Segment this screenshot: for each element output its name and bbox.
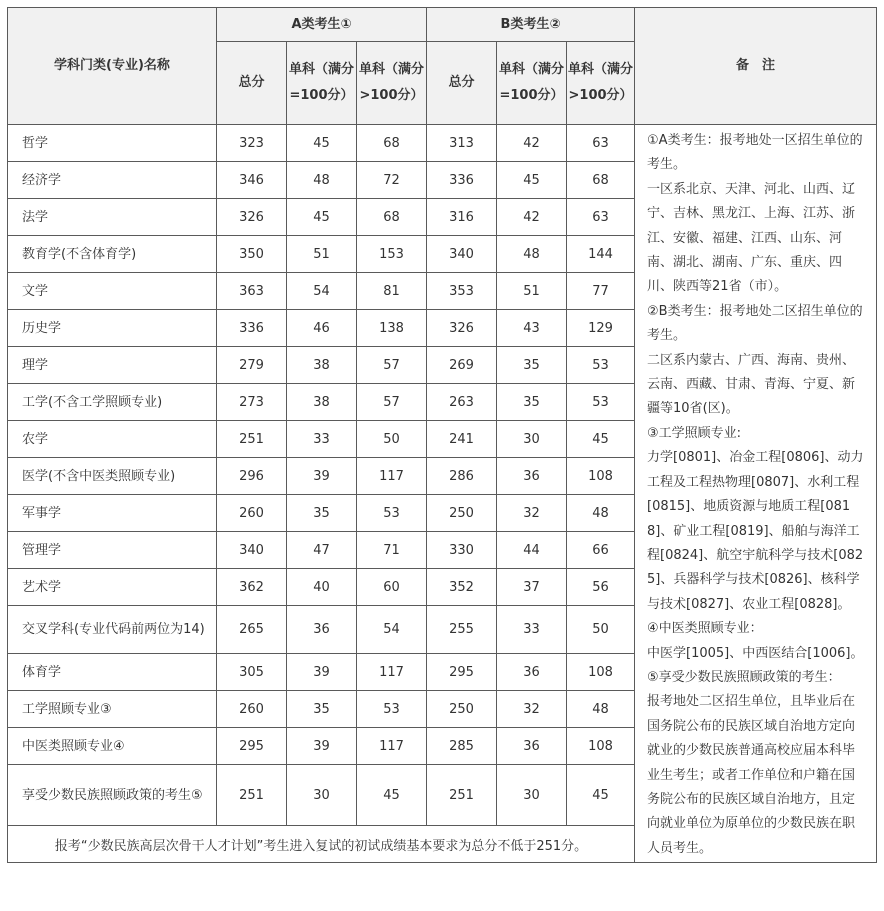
score-cell-b-s1: 48 bbox=[497, 236, 567, 273]
score-cell-b-total: 286 bbox=[427, 458, 497, 495]
score-cell-a-total: 362 bbox=[217, 569, 287, 606]
header-group-a: A类考生① bbox=[217, 8, 427, 42]
score-cell-b-total: 269 bbox=[427, 347, 497, 384]
score-cell-b-s2: 66 bbox=[567, 532, 635, 569]
score-cell-a-total: 295 bbox=[217, 728, 287, 765]
header-b-total: 总分 bbox=[427, 42, 497, 125]
subject-name-cell: 体育学 bbox=[8, 654, 217, 691]
header-a-total: 总分 bbox=[217, 42, 287, 125]
score-cell-a-total: 326 bbox=[217, 199, 287, 236]
score-cell-a-s2: 117 bbox=[357, 728, 427, 765]
score-cell-a-s1: 39 bbox=[287, 458, 357, 495]
score-cell-a-s1: 45 bbox=[287, 199, 357, 236]
score-cell-b-total: 313 bbox=[427, 125, 497, 162]
score-cell-a-s2: 153 bbox=[357, 236, 427, 273]
note-paragraph: 中医学[1005]、中西医结合[1006]。 bbox=[647, 645, 864, 661]
subject-name-cell: 医学(不含中医类照顾专业) bbox=[8, 458, 217, 495]
score-cell-a-total: 251 bbox=[217, 421, 287, 458]
score-cell-a-s2: 72 bbox=[357, 162, 427, 199]
score-cell-a-s2: 117 bbox=[357, 458, 427, 495]
score-cell-a-s2: 57 bbox=[357, 347, 427, 384]
score-cell-a-s2: 50 bbox=[357, 421, 427, 458]
score-cell-b-s2: 63 bbox=[567, 125, 635, 162]
score-cell-a-s2: 138 bbox=[357, 310, 427, 347]
score-cell-a-s2: 68 bbox=[357, 199, 427, 236]
score-cell-b-total: 336 bbox=[427, 162, 497, 199]
score-cell-b-total: 250 bbox=[427, 691, 497, 728]
note-paragraph: ①A类考生：报考地处一区招生单位的考生。 bbox=[647, 133, 863, 173]
score-cell-b-s2: 63 bbox=[567, 199, 635, 236]
score-cell-b-s2: 45 bbox=[567, 765, 635, 826]
subject-name-cell: 理学 bbox=[8, 347, 217, 384]
score-cell-b-s2: 108 bbox=[567, 654, 635, 691]
subject-name-cell: 工学照顾专业③ bbox=[8, 691, 217, 728]
score-cell-a-total: 323 bbox=[217, 125, 287, 162]
score-cell-a-s1: 33 bbox=[287, 421, 357, 458]
score-cell-b-s1: 35 bbox=[497, 347, 567, 384]
score-cell-b-total: 352 bbox=[427, 569, 497, 606]
note-paragraph: ⑤享受少数民族照顾政策的考生： bbox=[647, 669, 841, 685]
footer-note: 报考“少数民族高层次骨干人才计划”考生进入复试的初试成绩基本要求为总分不低于251分。 bbox=[8, 826, 635, 863]
note-paragraph: ④中医类照顾专业： bbox=[647, 621, 763, 637]
score-cell-b-s1: 42 bbox=[497, 199, 567, 236]
note-paragraph: ③工学照顾专业: bbox=[647, 425, 742, 441]
score-cell-a-s1: 47 bbox=[287, 532, 357, 569]
score-cell-b-s1: 30 bbox=[497, 421, 567, 458]
score-cell-a-s1: 40 bbox=[287, 569, 357, 606]
score-cell-b-total: 353 bbox=[427, 273, 497, 310]
header-subject-name: 学科门类(专业)名称 bbox=[8, 8, 217, 125]
score-cell-a-s1: 36 bbox=[287, 606, 357, 654]
score-cell-b-s2: 53 bbox=[567, 384, 635, 421]
score-cell-b-total: 241 bbox=[427, 421, 497, 458]
subject-name-cell: 经济学 bbox=[8, 162, 217, 199]
score-cell-b-s1: 51 bbox=[497, 273, 567, 310]
score-cell-a-s1: 39 bbox=[287, 728, 357, 765]
score-cell-a-total: 265 bbox=[217, 606, 287, 654]
score-cell-a-s1: 54 bbox=[287, 273, 357, 310]
score-cell-b-total: 326 bbox=[427, 310, 497, 347]
score-cell-b-s2: 108 bbox=[567, 728, 635, 765]
score-cell-a-s1: 51 bbox=[287, 236, 357, 273]
note-paragraph: 一区系北京、天津、河北、山西、辽宁、吉林、黑龙江、上海、江苏、浙江、安徽、福建、江西、山东、河南、湖北、湖南、广东、重庆、四川、陕西等21省（市）。 bbox=[647, 181, 856, 295]
score-cell-b-total: 340 bbox=[427, 236, 497, 273]
table-body bbox=[8, 125, 877, 863]
score-cell-b-total: 263 bbox=[427, 384, 497, 421]
score-cell-b-s2: 45 bbox=[567, 421, 635, 458]
score-cell-a-total: 273 bbox=[217, 384, 287, 421]
score-cell-a-total: 336 bbox=[217, 310, 287, 347]
score-cell-a-s1: 46 bbox=[287, 310, 357, 347]
score-cell-b-s2: 68 bbox=[567, 162, 635, 199]
notes-cell bbox=[635, 125, 877, 863]
score-cell-a-s1: 39 bbox=[287, 654, 357, 691]
score-cell-a-s1: 38 bbox=[287, 384, 357, 421]
header-b-single-100: 单科（满分=100分） bbox=[497, 42, 567, 125]
subject-name-cell: 法学 bbox=[8, 199, 217, 236]
note-paragraph: 报考地处二区招生单位，且毕业后在国务院公布的民族区域自治地方定向就业的少数民族普通高校应届本科毕业生考生；或者工作单位和户籍在国务院公布的民族区域自治地方，且定向就业单位为原单位的少数民族在职人员考生。 bbox=[647, 694, 856, 856]
table-row bbox=[8, 125, 877, 162]
score-cell-a-s1: 30 bbox=[287, 765, 357, 826]
score-cell-a-total: 350 bbox=[217, 236, 287, 273]
header-a-single-100: 单科（满分=100分） bbox=[287, 42, 357, 125]
score-cell-a-s1: 35 bbox=[287, 495, 357, 532]
score-cell-a-total: 363 bbox=[217, 273, 287, 310]
score-cell-b-s2: 48 bbox=[567, 691, 635, 728]
score-cell-a-s1: 48 bbox=[287, 162, 357, 199]
score-cell-b-s1: 42 bbox=[497, 125, 567, 162]
score-cell-a-total: 346 bbox=[217, 162, 287, 199]
subject-name-cell: 工学(不含工学照顾专业) bbox=[8, 384, 217, 421]
score-cell-b-s1: 30 bbox=[497, 765, 567, 826]
note-paragraph: 二区系内蒙古、广西、海南、贵州、云南、西藏、甘肃、青海、宁夏、新疆等10省(区)。 bbox=[647, 352, 856, 417]
score-cell-a-total: 260 bbox=[217, 691, 287, 728]
score-cell-a-total: 340 bbox=[217, 532, 287, 569]
score-cell-a-s1: 35 bbox=[287, 691, 357, 728]
score-cell-b-s2: 129 bbox=[567, 310, 635, 347]
subject-name-cell: 农学 bbox=[8, 421, 217, 458]
score-cell-a-s2: 53 bbox=[357, 691, 427, 728]
header-b-single-over: 单科（满分>100分） bbox=[567, 42, 635, 125]
score-cell-b-s1: 32 bbox=[497, 691, 567, 728]
score-cell-b-s1: 36 bbox=[497, 728, 567, 765]
score-cell-b-s1: 36 bbox=[497, 654, 567, 691]
score-cell-a-s2: 57 bbox=[357, 384, 427, 421]
score-cell-b-s1: 45 bbox=[497, 162, 567, 199]
score-cell-a-s2: 45 bbox=[357, 765, 427, 826]
score-cell-a-s1: 38 bbox=[287, 347, 357, 384]
score-table bbox=[7, 7, 877, 863]
score-cell-b-s1: 32 bbox=[497, 495, 567, 532]
subject-name-cell: 军事学 bbox=[8, 495, 217, 532]
score-cell-b-s1: 44 bbox=[497, 532, 567, 569]
score-cell-b-total: 251 bbox=[427, 765, 497, 826]
score-cell-b-total: 316 bbox=[427, 199, 497, 236]
note-paragraph: ②B类考生：报考地处二区招生单位的考生。 bbox=[647, 303, 863, 344]
score-cell-b-s1: 43 bbox=[497, 310, 567, 347]
score-cell-b-s2: 48 bbox=[567, 495, 635, 532]
subject-name-cell: 文学 bbox=[8, 273, 217, 310]
score-cell-b-s1: 37 bbox=[497, 569, 567, 606]
score-cell-b-s2: 77 bbox=[567, 273, 635, 310]
score-cell-a-s2: 54 bbox=[357, 606, 427, 654]
score-cell-b-s2: 144 bbox=[567, 236, 635, 273]
score-cell-a-s2: 71 bbox=[357, 532, 427, 569]
score-cell-a-total: 279 bbox=[217, 347, 287, 384]
score-cell-a-s2: 68 bbox=[357, 125, 427, 162]
score-cell-b-s1: 33 bbox=[497, 606, 567, 654]
score-cell-a-s1: 45 bbox=[287, 125, 357, 162]
score-cell-b-total: 255 bbox=[427, 606, 497, 654]
score-cell-a-total: 296 bbox=[217, 458, 287, 495]
score-cell-b-s2: 50 bbox=[567, 606, 635, 654]
score-cell-a-total: 260 bbox=[217, 495, 287, 532]
score-cell-b-s2: 108 bbox=[567, 458, 635, 495]
score-cell-a-s2: 81 bbox=[357, 273, 427, 310]
subject-name-cell: 管理学 bbox=[8, 532, 217, 569]
subject-name-cell: 交叉学科(专业代码前两位为14) bbox=[8, 606, 217, 654]
score-cell-a-s2: 117 bbox=[357, 654, 427, 691]
score-cell-b-s1: 35 bbox=[497, 384, 567, 421]
score-cell-b-total: 295 bbox=[427, 654, 497, 691]
header-group-b: B类考生② bbox=[427, 8, 635, 42]
score-cell-b-s1: 36 bbox=[497, 458, 567, 495]
subject-name-cell: 教育学(不含体育学) bbox=[8, 236, 217, 273]
note-paragraph: 力学[0801]、冶金工程[0806]、动力工程及工程热物理[0807]、水利工程[0815]、地质资源与地质工程[0818]、矿业工程[0819]、船舶与海洋工程[0824]、航空宇航科学与技术[0825]、兵器科学与技术[0826]、核科学与技术[0827]、农业工程[0828]。 bbox=[647, 450, 864, 612]
score-cell-b-s2: 53 bbox=[567, 347, 635, 384]
score-cell-a-total: 251 bbox=[217, 765, 287, 826]
header-notes: 备 注 bbox=[635, 8, 877, 125]
score-cell-b-total: 285 bbox=[427, 728, 497, 765]
subject-name-cell: 享受少数民族照顾政策的考生⑤ bbox=[8, 765, 217, 826]
score-cell-b-total: 250 bbox=[427, 495, 497, 532]
subject-name-cell: 艺术学 bbox=[8, 569, 217, 606]
header-a-single-over: 单科（满分>100分） bbox=[357, 42, 427, 125]
subject-name-cell: 历史学 bbox=[8, 310, 217, 347]
score-cell-a-s2: 60 bbox=[357, 569, 427, 606]
score-cell-b-total: 330 bbox=[427, 532, 497, 569]
score-cell-b-s2: 56 bbox=[567, 569, 635, 606]
subject-name-cell: 哲学 bbox=[8, 125, 217, 162]
score-cell-a-total: 305 bbox=[217, 654, 287, 691]
score-cell-a-s2: 53 bbox=[357, 495, 427, 532]
subject-name-cell: 中医类照顾专业④ bbox=[8, 728, 217, 765]
